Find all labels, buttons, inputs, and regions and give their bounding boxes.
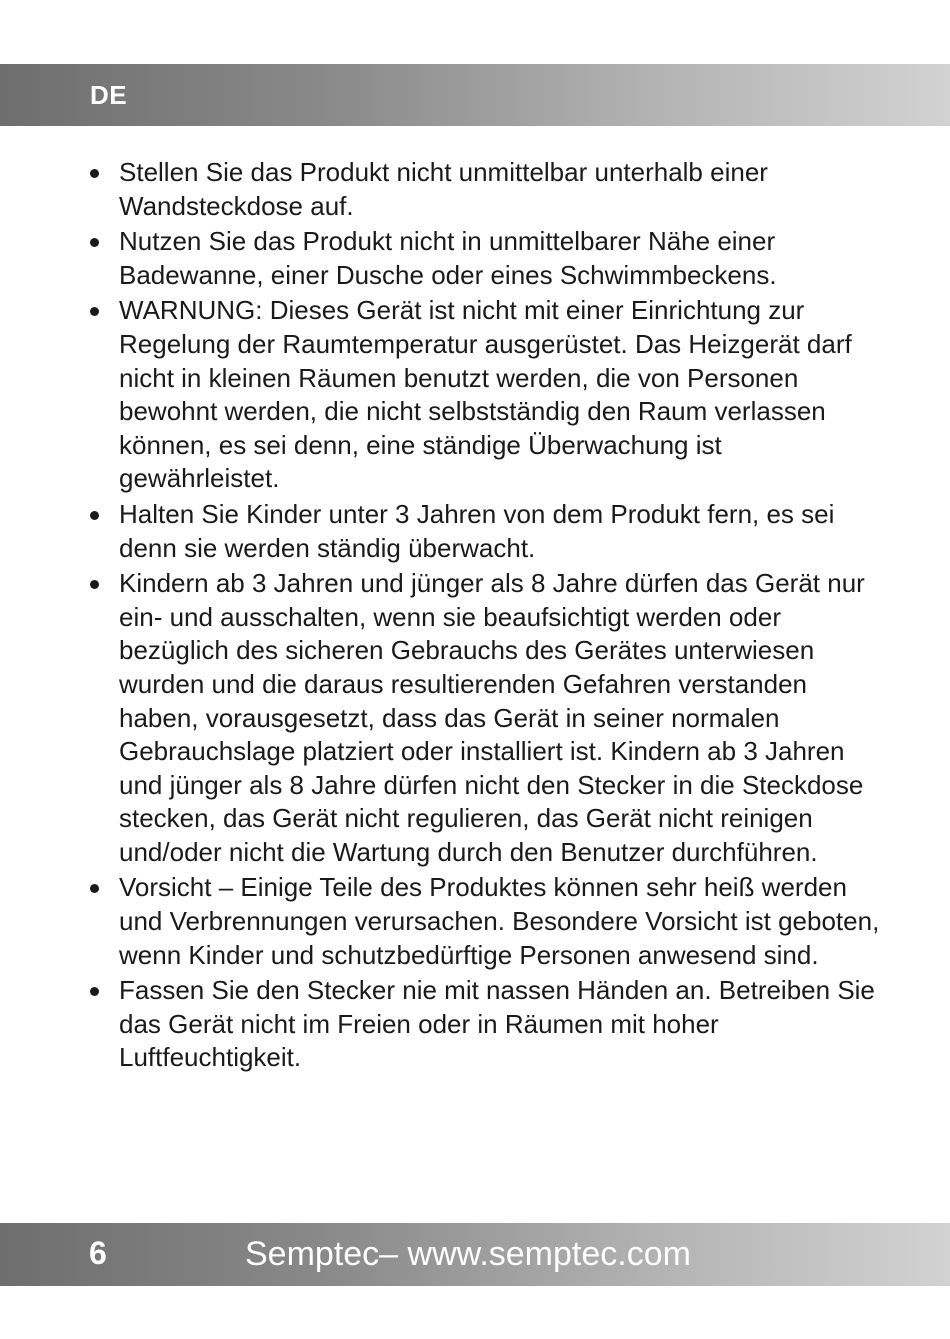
list-item-text: Stellen Sie das Produkt nicht unmittelbar unterhalb einer Wandsteckdose auf. <box>119 157 768 221</box>
list-item-text: WARNUNG: Dieses Gerät ist nicht mit einer Einrichtung zur Regelung der Raumtemperatur ausgerüstet. Das Heizgerät darf nicht in kleinen Räumen benutzt werden, die von Personen bewohnt werden, die nicht selbstständig den Raum verlassen können, es sei denn, eine ständige Überwachung ist gewährleistet. <box>119 295 852 494</box>
footer-band <box>0 1223 950 1286</box>
bullet-icon <box>90 511 99 520</box>
list-item <box>90 871 880 972</box>
list-item-text: Kindern ab 3 Jahren und jünger als 8 Jahre dürfen das Gerät nur ein- und ausschalten, wenn sie beaufsichtigt werden oder bezüglich des sicheren Gebrauchs des Gerätes unterwiesen wurden und die daraus resultierenden Gefahren verstanden haben, vorausgesetzt, dass das Gerät in seiner normalen Gebrauchslage platziert oder installiert ist. Kindern ab 3 Jahren und jünger als 8 Jahre dürfen nicht den Stecker in die Steckdose stecken, das Gerät nicht regulieren, das Gerät nicht reinigen und/oder nicht die Wartung durch den Benutzer durchführen. <box>119 568 865 867</box>
page-number: 6 <box>89 1235 107 1271</box>
list-item <box>90 974 880 1075</box>
list-item <box>90 225 880 292</box>
bullet-icon <box>90 580 99 589</box>
bullet-list <box>90 156 880 1075</box>
language-label: DE <box>90 80 128 110</box>
list-item-text: Vorsicht – Einige Teile des Produktes können sehr heiß werden und Verbrennungen verursachen. Besondere Vorsicht ist geboten, wenn Kinder und schutzbedürftige Personen anwesend sind. <box>119 872 880 970</box>
list-item <box>90 567 880 869</box>
list-item <box>90 498 880 565</box>
list-item-text: Nutzen Sie das Produkt nicht in unmittelbarer Nähe einer Badewanne, einer Dusche oder eines Schwimmbeckens. <box>119 226 777 290</box>
list-item <box>90 156 880 223</box>
header-band <box>0 64 950 126</box>
list-item-text: Fassen Sie den Stecker nie mit nassen Händen an. Betreiben Sie das Gerät nicht im Freien oder in Räumen mit hoher Luftfeuchtigkeit. <box>119 975 875 1073</box>
bullet-icon <box>90 987 99 996</box>
bullet-icon <box>90 307 99 316</box>
list-item-text: Halten Sie Kinder unter 3 Jahren von dem Produkt fern, es sei denn sie werden ständig überwacht. <box>119 498 835 563</box>
list-item <box>90 294 880 496</box>
safety-instructions <box>90 156 880 1077</box>
footer-website: Semptec– www.semptec.com <box>245 1235 691 1273</box>
bullet-icon <box>90 238 99 247</box>
bullet-icon <box>90 884 99 893</box>
bullet-icon <box>90 169 99 178</box>
